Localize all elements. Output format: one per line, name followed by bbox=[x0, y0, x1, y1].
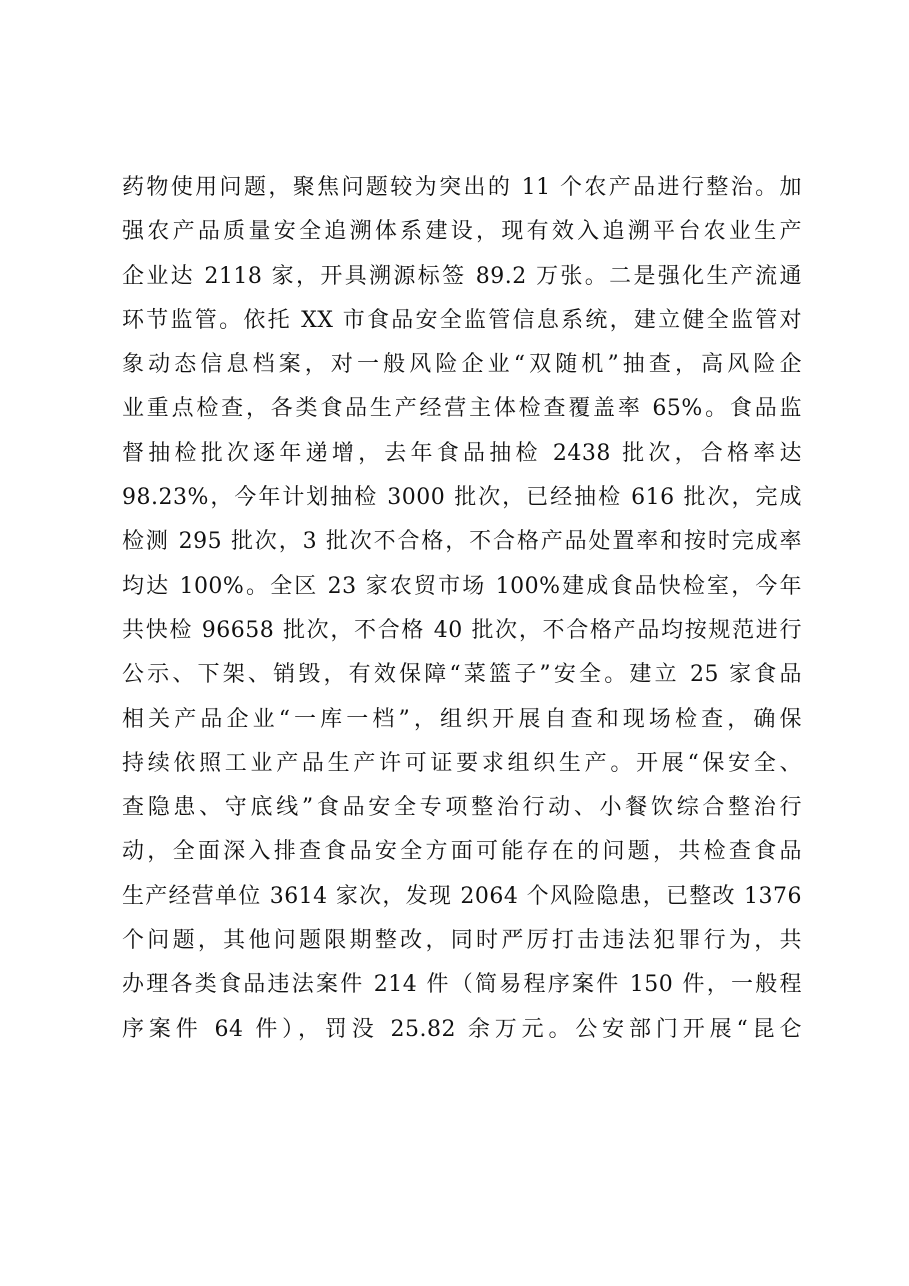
text-line: 相关产品企业“一库一档”，组织开展自查和现场检查，确保 bbox=[122, 706, 802, 732]
text-line: 动，全面深入排查食品安全方面可能存在的问题，共检查食品 bbox=[122, 839, 802, 865]
text-line: 药物使用问题，聚焦问题较为突出的 11 个农产品进行整治。加 bbox=[122, 175, 802, 200]
text-line: 检测 295 批次，3 批次不合格，不合格产品处置率和按时完成率 bbox=[122, 529, 802, 555]
text-line: 98.23%，今年计划抽检 3000 批次，已经抽检 616 批次，完成 bbox=[122, 485, 802, 511]
text-line: 序案件 64 件），罚没 25.82 余万元。公安部门开展“昆仑 bbox=[122, 1016, 802, 1042]
text-line: 业重点检查，各类食品生产经营主体检查覆盖率 65%。食品监 bbox=[122, 396, 802, 422]
text-line: 公示、下架、销毁，有效保障“菜篮子”安全。建立 25 家食品 bbox=[122, 662, 802, 688]
text-line: 持续依照工业产品生产许可证要求组织生产。开展“保安全、 bbox=[122, 750, 802, 776]
text-line: 共快检 96658 批次，不合格 40 批次，不合格产品均按规范进行 bbox=[122, 617, 802, 643]
text-line: 办理各类食品违法案件 214 件（简易程序案件 150 件，一般程 bbox=[122, 972, 802, 998]
text-line: 督抽检批次逐年递增，去年食品抽检 2438 批次，合格率达 bbox=[122, 440, 802, 466]
text-line: 生产经营单位 3614 家次，发现 2064 个风险隐患，已整改 1376 bbox=[122, 883, 802, 909]
text-line: 个问题，其他问题限期整改，同时严厉打击违法犯罪行为，共 bbox=[122, 928, 802, 954]
text-line: 查隐患、守底线”食品安全专项整治行动、小餐饮综合整治行 bbox=[122, 795, 802, 821]
text-line: 企业达 2118 家，开具溯源标签 89.2 万张。二是强化生产流通 bbox=[122, 263, 802, 289]
body-paragraph bbox=[122, 166, 802, 1052]
text-line: 象动态信息档案，对一般风险企业“双随机”抽查，高风险企 bbox=[122, 352, 802, 378]
text-line: 强农产品质量安全追溯体系建设，现有效入追溯平台农业生产 bbox=[122, 219, 802, 245]
text-line: 环节监管。依托 XX 市食品安全监管信息系统，建立健全监管对 bbox=[122, 307, 802, 333]
text-line: 均达 100%。全区 23 家农贸市场 100%建成食品快检室，今年 bbox=[122, 573, 802, 599]
